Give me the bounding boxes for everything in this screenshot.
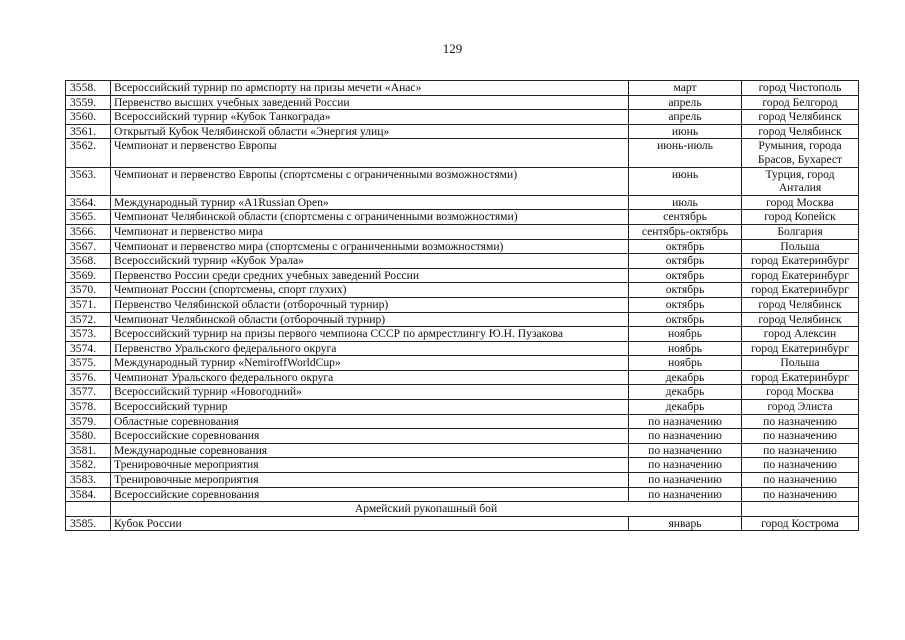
event-month: ноябрь: [629, 327, 742, 342]
event-place: город Чистополь: [742, 81, 859, 96]
table-row: [66, 458, 859, 473]
event-place: город Екатеринбург: [742, 341, 859, 356]
event-place: по назначению: [742, 414, 859, 429]
table-row: [66, 312, 859, 327]
event-month: апрель: [629, 110, 742, 125]
row-number: 3580.: [66, 429, 111, 444]
event-month: сентябрь-октябрь: [629, 224, 742, 239]
table-row: [66, 283, 859, 298]
row-number: 3577.: [66, 385, 111, 400]
event-name: Первенство Уральского федерального округа: [111, 341, 629, 356]
row-number: 3579.: [66, 414, 111, 429]
row-number: 3582.: [66, 458, 111, 473]
event-month: по назначению: [629, 443, 742, 458]
event-name: Всероссийский турнир «Кубок Танкограда»: [111, 110, 629, 125]
row-number: 3584.: [66, 487, 111, 502]
events-table: [65, 80, 859, 531]
row-number: 3559.: [66, 95, 111, 110]
event-name: Чемпионат России (спортсмены, спорт глухих): [111, 283, 629, 298]
event-place: Польша: [742, 239, 859, 254]
table-row: [66, 139, 859, 167]
table-row: [66, 473, 859, 488]
event-month: по назначению: [629, 487, 742, 502]
event-month: по назначению: [629, 414, 742, 429]
row-number: 3576.: [66, 370, 111, 385]
event-month: октябрь: [629, 268, 742, 283]
event-month: октябрь: [629, 283, 742, 298]
row-number: 3566.: [66, 224, 111, 239]
event-month: октябрь: [629, 312, 742, 327]
event-place: город Екатеринбург: [742, 283, 859, 298]
event-month: по назначению: [629, 458, 742, 473]
event-month: июль: [629, 195, 742, 210]
table-row: [66, 385, 859, 400]
event-place: по назначению: [742, 458, 859, 473]
event-place: город Екатеринбург: [742, 370, 859, 385]
event-month: сентябрь: [629, 210, 742, 225]
event-name: Открытый Кубок Челябинской области «Энергия улиц»: [111, 124, 629, 139]
row-number: 3560.: [66, 110, 111, 125]
event-place: Турция, город Анталия: [742, 167, 859, 195]
event-month: октябрь: [629, 239, 742, 254]
table-row: [66, 327, 859, 342]
event-place: город Белгород: [742, 95, 859, 110]
event-place: город Элиста: [742, 400, 859, 415]
event-name: Чемпионат Уральского федерального округа: [111, 370, 629, 385]
event-month: по назначению: [629, 429, 742, 444]
event-name: Чемпионат и первенство Европы (спортсмены с ограниченными возможностями): [111, 167, 629, 195]
event-place: Румыния, города Брасов, Бухарест: [742, 139, 859, 167]
table-row: [66, 414, 859, 429]
row-number: 3574.: [66, 341, 111, 356]
event-place: город Екатеринбург: [742, 254, 859, 269]
event-month: ноябрь: [629, 356, 742, 371]
event-month: декабрь: [629, 370, 742, 385]
event-place: город Челябинск: [742, 297, 859, 312]
row-number: 3569.: [66, 268, 111, 283]
row-number: 3567.: [66, 239, 111, 254]
row-number: 3570.: [66, 283, 111, 298]
event-place: по назначению: [742, 473, 859, 488]
event-month: январь: [629, 516, 742, 531]
event-name: Всероссийский турнир: [111, 400, 629, 415]
event-month: декабрь: [629, 385, 742, 400]
section-title: Армейский рукопашный бой: [111, 502, 742, 517]
event-place: город Екатеринбург: [742, 268, 859, 283]
event-name: Чемпионат Челябинской области (спортсмены с ограниченными возможностями): [111, 210, 629, 225]
table-row: [66, 95, 859, 110]
event-name: Международный турнир «NemiroffWorldCup»: [111, 356, 629, 371]
event-name: Чемпионат Челябинской области (отборочный турнир): [111, 312, 629, 327]
table-row: [66, 224, 859, 239]
row-number: 3581.: [66, 443, 111, 458]
event-name: Всероссийский турнир «Новогодний»: [111, 385, 629, 400]
event-place: город Москва: [742, 385, 859, 400]
row-number: 3564.: [66, 195, 111, 210]
row-number: 3558.: [66, 81, 111, 96]
row-number: 3583.: [66, 473, 111, 488]
event-place: по назначению: [742, 487, 859, 502]
event-name: Чемпионат и первенство Европы: [111, 139, 629, 167]
event-name: Первенство России среди средних учебных заведений России: [111, 268, 629, 283]
table-row: [66, 81, 859, 96]
event-month: октябрь: [629, 254, 742, 269]
row-number: 3575.: [66, 356, 111, 371]
event-month: июнь: [629, 124, 742, 139]
row-number: 3562.: [66, 139, 111, 167]
event-name: Тренировочные мероприятия: [111, 473, 629, 488]
table-row: [66, 124, 859, 139]
row-number: 3565.: [66, 210, 111, 225]
event-place: город Москва: [742, 195, 859, 210]
row-number: 3572.: [66, 312, 111, 327]
event-month: ноябрь: [629, 341, 742, 356]
event-month: по назначению: [629, 473, 742, 488]
table-row: [66, 195, 859, 210]
event-name: Всероссийские соревнования: [111, 487, 629, 502]
event-name: Областные соревнования: [111, 414, 629, 429]
table-row: [66, 341, 859, 356]
event-name: Международный турнир «A1Russian Open»: [111, 195, 629, 210]
event-place: город Кострома: [742, 516, 859, 531]
event-name: Всероссийские соревнования: [111, 429, 629, 444]
event-name: Первенство Челябинской области (отборочный турнир): [111, 297, 629, 312]
row-number: 3568.: [66, 254, 111, 269]
event-place: Польша: [742, 356, 859, 371]
row-number: 3573.: [66, 327, 111, 342]
event-place: город Челябинск: [742, 110, 859, 125]
event-name: Всероссийский турнир «Кубок Урала»: [111, 254, 629, 269]
table-row: [66, 356, 859, 371]
event-name: Всероссийский турнир по армспорту на призы мечети «Анас»: [111, 81, 629, 96]
table-row: [66, 443, 859, 458]
empty-cell: [66, 502, 111, 517]
event-name: Кубок России: [111, 516, 629, 531]
table-row: [66, 370, 859, 385]
row-number: 3585.: [66, 516, 111, 531]
table-row: [66, 516, 859, 531]
row-number: 3563.: [66, 167, 111, 195]
event-month: июнь: [629, 167, 742, 195]
empty-cell: [742, 502, 859, 517]
event-month: март: [629, 81, 742, 96]
event-month: апрель: [629, 95, 742, 110]
row-number: 3561.: [66, 124, 111, 139]
page-number: 129: [442, 41, 463, 56]
event-name: Международные соревнования: [111, 443, 629, 458]
event-month: июнь-июль: [629, 139, 742, 167]
table-row: [66, 167, 859, 195]
event-name: Чемпионат и первенство мира (спортсмены с ограниченными возможностями): [111, 239, 629, 254]
table-row: [66, 239, 859, 254]
event-month: декабрь: [629, 400, 742, 415]
event-place: город Копейск: [742, 210, 859, 225]
section-row: [66, 502, 859, 517]
event-place: по назначению: [742, 443, 859, 458]
table-row: [66, 110, 859, 125]
event-place: город Челябинск: [742, 124, 859, 139]
event-place: по назначению: [742, 429, 859, 444]
table-row: [66, 268, 859, 283]
event-name: Чемпионат и первенство мира: [111, 224, 629, 239]
table-row: [66, 429, 859, 444]
row-number: 3571.: [66, 297, 111, 312]
event-name: Тренировочные мероприятия: [111, 458, 629, 473]
table-row: [66, 254, 859, 269]
event-place: город Челябинск: [742, 312, 859, 327]
event-name: Первенство высших учебных заведений России: [111, 95, 629, 110]
row-number: 3578.: [66, 400, 111, 415]
table-row: [66, 400, 859, 415]
event-place: Болгария: [742, 224, 859, 239]
event-month: октябрь: [629, 297, 742, 312]
table-row: [66, 487, 859, 502]
table-row: [66, 210, 859, 225]
event-place: город Алексин: [742, 327, 859, 342]
table-row: [66, 297, 859, 312]
event-name: Всероссийский турнир на призы первого чемпиона СССР по армрестлингу Ю.Н. Пузакова: [111, 327, 629, 342]
